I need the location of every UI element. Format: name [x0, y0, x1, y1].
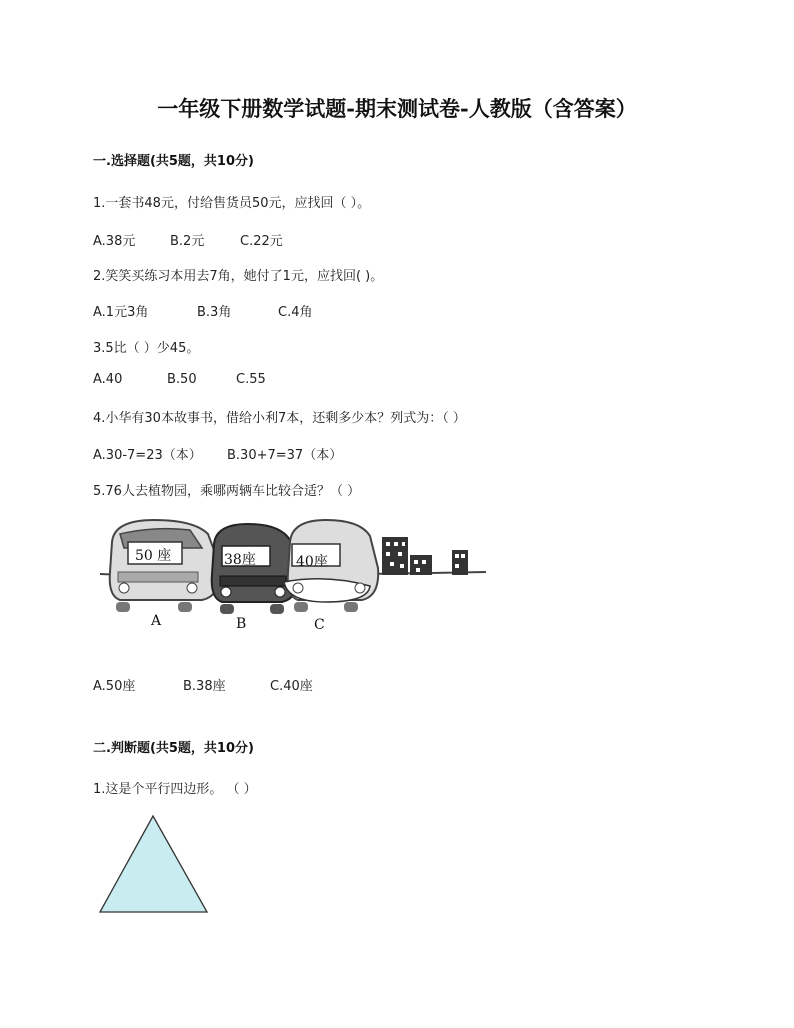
section-heading-judgement: 二.判断题(共5题，共10分)	[93, 741, 254, 756]
bus-b-sign: 38座	[224, 552, 256, 568]
option-1-5-c: C.40座	[270, 679, 313, 694]
option-1-1-a: A.38元	[93, 234, 136, 249]
option-1-3-a: A.40	[93, 372, 123, 387]
option-1-2-a: A.1元3角	[93, 305, 149, 320]
option-1-2-c: C.4角	[278, 305, 313, 320]
question-1-2: 2.笑笑买练习本用去7角，她付了1元，应找回( )。	[93, 269, 384, 284]
option-1-5-a: A.50座	[93, 679, 136, 694]
bus-a-letter: A	[151, 613, 162, 629]
question-2-1: 1.这是个平行四边形。 （ ）	[93, 782, 257, 797]
option-1-4-a: A.30-7=23（本）	[93, 448, 202, 463]
bus-b-icon	[212, 524, 298, 614]
bus-a-sign: 50 座	[135, 548, 172, 564]
option-1-1-b: B.2元	[170, 234, 205, 249]
question-1-3: 3.5比（ ）少45。	[93, 341, 200, 356]
question-1-5: 5.76人去植物园，乘哪两辆车比较合适？（ ）	[93, 484, 361, 499]
option-1-4-b: B.30+7=37（本）	[227, 448, 343, 463]
bus-c-letter: C	[314, 617, 325, 633]
triangle-shape	[100, 816, 207, 912]
question-1-1: 1.一套书48元，付给售货员50元，应找回（ ）。	[93, 196, 371, 211]
city-buildings-icon	[382, 537, 468, 575]
option-1-3-b: B.50	[167, 372, 197, 387]
bus-c-sign: 40座	[296, 554, 328, 570]
question-1-4: 4.小华有30本故事书，借给小利7本，还剩多少本？列式为：（ ）	[93, 411, 466, 426]
bus-b-letter: B	[236, 616, 247, 632]
option-1-5-b: B.38座	[183, 679, 226, 694]
option-1-3-c: C.55	[236, 372, 266, 387]
section-heading-choice: 一.选择题(共5题，共10分)	[93, 154, 254, 169]
triangle-figure	[98, 814, 210, 916]
option-1-1-c: C.22元	[240, 234, 283, 249]
bus-a-icon	[110, 520, 220, 612]
option-1-2-b: B.3角	[197, 305, 232, 320]
page-title: 一年级下册数学试题-期末测试卷-人教版（含答案）	[157, 96, 637, 121]
